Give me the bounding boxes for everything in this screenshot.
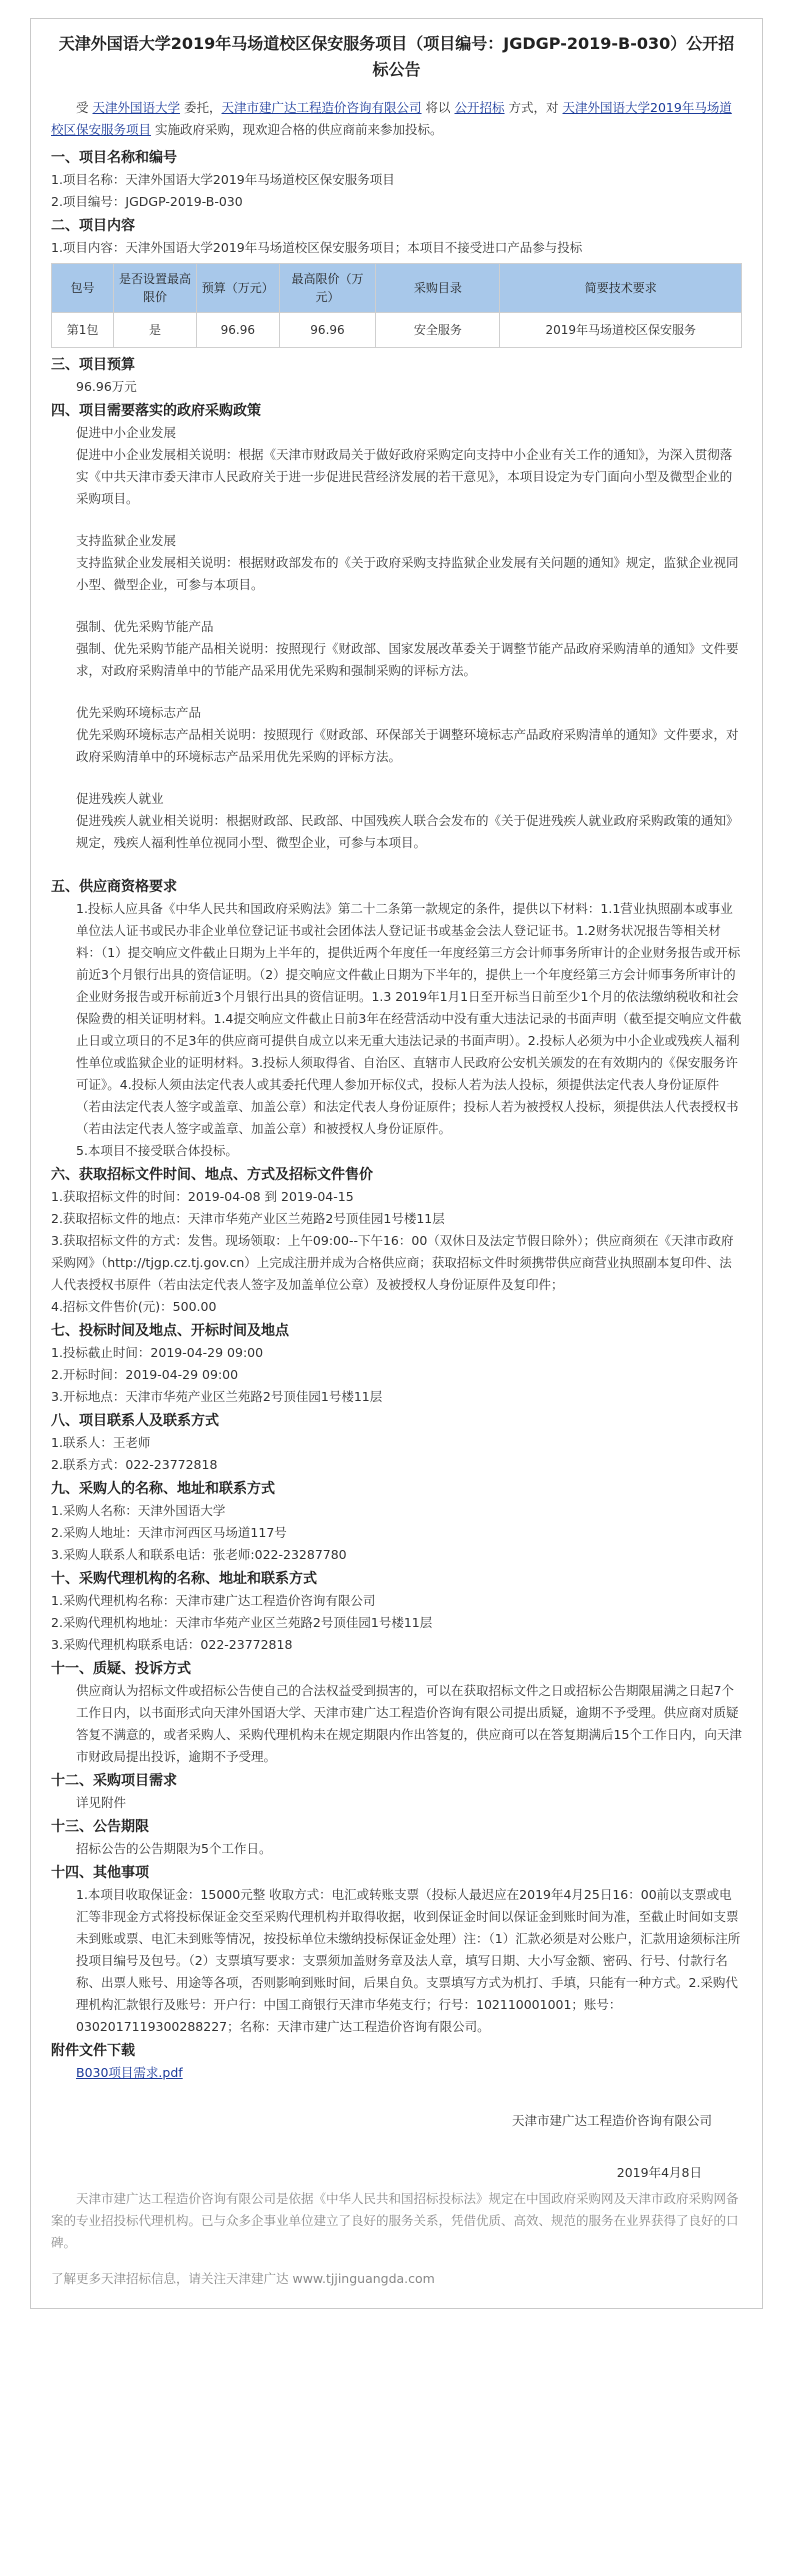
policy-title: 促进残疾人就业 <box>76 791 164 806</box>
intro-text: 委托， <box>184 100 222 115</box>
section-heading: 一、项目名称和编号 <box>51 150 177 166</box>
section-line: 1.项目名称：天津外国语大学2019年马场道校区保安服务项目 <box>51 172 395 187</box>
table-cell: 第1包 <box>52 313 114 348</box>
announcement-frame <box>30 18 763 2309</box>
signature-org: 天津市建广达工程造价咨询有限公司 <box>511 2113 712 2128</box>
spacer <box>51 510 742 530</box>
section-line: 1.联系人：王老师 <box>51 1435 151 1450</box>
section-line: 1.项目内容：天津外国语大学2019年马场道校区保安服务项目；本项目不接受进口产品参与投标 <box>51 240 583 255</box>
section-line: 2.项目编号：JGDGP-2019-B-030 <box>51 194 243 209</box>
policy-text: 支持监狱企业发展相关说明：根据财政部发布的《关于政府采购支持监狱企业发展有关问题的通知》规定，监狱企业视同小型、微型企业，可参与本项目。 <box>76 555 739 592</box>
policy-text: 促进中小企业发展相关说明：根据《天津市财政局关于做好政府采购定向支持中小企业有关工作的通知》，为深入贯彻落实《中共天津市委天津市人民政府关于进一步促进民营经济发展的若干意见》，本项目设定为专门面向小型及微型企业的采购项目。 <box>76 447 733 506</box>
qualification-text: 1.投标人应具备《中华人民共和国政府采购法》第二十二条第一款规定的条件，提供以下材料：1.1营业执照副本或事业单位法人证书或民办非企业单位登记证书或社会团体法人登记证书或基金会法人登记证书。1.2财务状况报告等相关材料：（1）提交响应文件截止日期为上半年的，提供近两个年度任一年度经第三方会计师事务所审计的企业财务报告或开标前近3个月银行出具的资信证明。（2）提交响应文件截止日期为下半年的，提供上一个年度经第三方会计师事务所审计的企业财务报告或开标前近3个月银行出具的资信证明。1.3 2019年1月1日至开标当日前至少1个月的依法缴纳税收和社会保险费的相关证明材料。1.4提交响应文件截止日前3年在经营活动中没有重大违法记录的书面声明（截至提交响应文件截止日或立项日的不足3年的供应商可提供自成立以来无重大违法记录的书面声明）。2.投标人必须为中小企业或残疾人福利性单位或监狱企业的证明材料。3.投标人须取得省、自治区、直辖市人民政府公安机关颁发的在有效期内的《保安服务许可证》。4.投标人须由法定代表人或其委托代理人参加开标仪式，投标人若为法人投标，须提供法定代表人身份证原件（若由法定代表人签字或盖章、加盖公章）和法定代表人身份证原件；投标人若为被授权人投标，须提供法人代表授权书（若由法定代表人签字或盖章、加盖公章）和被授权人身份证原件。 <box>76 901 742 1136</box>
complaint-text: 供应商认为招标文件或招标公告使自己的合法权益受到损害的，可以在获取招标文件之日或招标公告期限届满之日起7个工作日内，以书面形式向天津外国语大学、天津市建广达工程造价咨询有限公司提出质疑，逾期不予受理。供应商对质疑答复不满意的，或者采购人、采购代理机构未在规定期限内作出答复的，供应商可以在答复期满后15个工作日内，向天津市财政局提出投诉，逾期不予受理。 <box>76 1683 742 1764</box>
section-heading: 十三、公告期限 <box>51 1819 149 1835</box>
policy-text: 强制、优先采购节能产品相关说明：按照现行《财政部、国家发展改革委关于调整节能产品政府采购清单的通知》文件要求，对政府采购清单中的节能产品采用优先采购和强制采购的评标方法。 <box>76 641 739 678</box>
footer-link[interactable]: 了解更多天津招标信息，请关注天津建广达 www.tjjinguangda.com <box>51 2271 435 2286</box>
purchaser-name: 天津外国语大学 <box>92 100 181 115</box>
section-line: 1.获取招标文件的时间：2019-04-08 到 2019-04-15 <box>51 1189 354 1204</box>
section-heading: 四、项目需要落实的政府采购政策 <box>51 403 261 419</box>
table-cell: 96.96 <box>196 313 279 348</box>
policy-title: 支持监狱企业发展 <box>76 533 177 548</box>
section-heading: 十一、质疑、投诉方式 <box>51 1661 191 1677</box>
section-line: 2.采购代理机构地址：天津市华苑产业区兰苑路2号顶佳园1号楼11层 <box>51 1615 433 1630</box>
policy-title: 强制、优先采购节能产品 <box>76 619 214 634</box>
section-heading: 五、供应商资格要求 <box>51 879 177 895</box>
section-line: 1.投标截止时间：2019-04-29 09:00 <box>51 1345 264 1360</box>
table-cell: 96.96 <box>279 313 376 348</box>
section-line: 2.获取招标文件的地点：天津市华苑产业区兰苑路2号顶佳园1号楼11层 <box>51 1211 445 1226</box>
policy-text: 促进残疾人就业相关说明：根据财政部、民政部、中国残疾人联合会发布的《关于促进残疾人就业政府采购政策的通知》规定，残疾人福利性单位视同小型、微型企业，可参与本项目。 <box>76 813 739 850</box>
column-header: 预算（万元） <box>196 264 279 313</box>
section-line: 4.招标文件售价(元)：500.00 <box>51 1299 217 1314</box>
intro-text: 受 <box>76 100 89 115</box>
section-heading: 七、投标时间及地点、开标时间及地点 <box>51 1323 289 1339</box>
policy-title: 促进中小企业发展 <box>76 425 177 440</box>
table-cell: 是 <box>114 313 197 348</box>
other-matters-text: 1.本项目收取保证金：15000元整 收取方式：电汇或转账支票（投标人最迟应在2019年4月25日16：00前以支票或电汇等非现金方式将投标保证金交至采购代理机构并取得收据，收到保证金时间以保证金到账时间为准，至截止时间如支票未到账或票、电汇未到账等情况，按投标单位未缴纳投标保证金处理）注：（1）汇款必须是对公账户，汇款用途须标注所投项目编号及包号。（2）支票填写要求：支票须加盖财务章及法人章，填写日期、大小写金额、密码、行号、付款行名称、出票人账号、用途等各项，否则影响到账时间，后果自负。支票填写方式为机打、手填，只能有一种方式。2.采购代理机构汇款银行及账号：开户行：中国工商银行天津市华苑支行；行号：102110001001；账号：0302017119300288227；名称：天津市建广达工程造价咨询有限公司。 <box>76 1887 741 2034</box>
intro-text: 方式，对 <box>508 100 559 115</box>
section-line: 3.开标地点：天津市华苑产业区兰苑路2号顶佳园1号楼11层 <box>51 1389 383 1404</box>
spacer <box>51 768 742 788</box>
section-line: 3.采购代理机构联系电话：022-23772818 <box>51 1637 293 1652</box>
section-heading: 十四、其他事项 <box>51 1865 149 1881</box>
section-line: 2.采购人地址：天津市河西区马场道117号 <box>51 1525 287 1540</box>
section-line: 3.获取招标文件的方式：发售。现场领取：上午09:00--下午16：00（双休日及法定节假日除外）；供应商须在《天津市政府采购网》（http://tjgp.cz.tj.gov.cn）上完成注册并成为合格供应商；获取招标文件时须携带供应商营业执照副本复印件、法人代表授权书原件（若由法定代表人签字及加盖单位公章）及被授权人身份证原件及复印件； <box>51 1233 734 1292</box>
column-header: 最高限价（万元） <box>279 264 376 313</box>
column-header: 简要技术要求 <box>500 264 742 313</box>
section-line: 招标公告的公告期限为5个工作日。 <box>76 1841 272 1856</box>
column-header: 是否设置最高限价 <box>114 264 197 313</box>
spacer <box>51 682 742 702</box>
policy-title: 优先采购环境标志产品 <box>76 705 202 720</box>
project-name: 天津外国语大学2019年马场道校区保安服务项目 <box>51 100 732 137</box>
procurement-method: 公开招标 <box>454 100 505 115</box>
section-line: 1.采购代理机构名称：天津市建广达工程造价咨询有限公司 <box>51 1593 376 1608</box>
section-line: 2.开标时间：2019-04-29 09:00 <box>51 1367 239 1382</box>
policy-text: 优先采购环境标志产品相关说明：按照现行《财政部、环保部关于调整环境标志产品政府采购清单的通知》文件要求，对政府采购清单中的环境标志产品采用优先采购的评标方法。 <box>76 727 739 764</box>
table-row <box>52 313 742 348</box>
column-header: 采购目录 <box>376 264 500 313</box>
table-cell: 安全服务 <box>376 313 500 348</box>
section-heading: 附件文件下载 <box>51 2043 135 2059</box>
agency-name: 天津市建广达工程造价咨询有限公司 <box>221 100 422 115</box>
spacer <box>51 596 742 616</box>
budget-value: 96.96万元 <box>76 379 137 394</box>
section-heading: 八、项目联系人及联系方式 <box>51 1413 219 1429</box>
section-line: 2.联系方式：022-23772818 <box>51 1457 218 1472</box>
section-heading: 二、项目内容 <box>51 218 135 234</box>
column-header: 包号 <box>52 264 114 313</box>
package-table <box>51 263 742 348</box>
qualification-text: 5.本项目不接受联合体投标。 <box>76 1143 238 1158</box>
table-cell: 2019年马场道校区保安服务 <box>500 313 742 348</box>
intro-text: 将以 <box>425 100 451 115</box>
table-header-row <box>52 264 742 313</box>
footer-note: 天津市建广达工程造价咨询有限公司是依据《中华人民共和国招标投标法》规定在中国政府采购网及天津市政府采购网备案的专业招投标代理机构。已与众多企事业单位建立了良好的服务关系，凭借优质、高效、规范的服务在业界获得了良好的口碑。 <box>51 2191 739 2250</box>
page-title: 天津外国语大学2019年马场道校区保安服务项目（项目编号：JGDGP-2019-B-030）公开招标公告 <box>58 34 735 79</box>
section-heading: 十、采购代理机构的名称、地址和联系方式 <box>51 1571 317 1587</box>
section-heading: 九、采购人的名称、地址和联系方式 <box>51 1481 275 1497</box>
signature-date: 2019年4月8日 <box>616 2165 702 2180</box>
intro-text: 实施政府采购，现欢迎合格的供应商前来参加投标。 <box>155 122 443 137</box>
section-line: 1.采购人名称：天津外国语大学 <box>51 1503 226 1518</box>
attachment-link[interactable]: B030项目需求.pdf <box>76 2065 183 2080</box>
intro-paragraph <box>51 97 742 141</box>
section-line: 3.采购人联系人和联系电话：张老师:022-23287780 <box>51 1547 347 1562</box>
section-heading: 十二、采购项目需求 <box>51 1773 177 1789</box>
spacer <box>51 854 742 874</box>
section-line: 详见附件 <box>76 1795 127 1810</box>
section-heading: 六、获取招标文件时间、地点、方式及招标文件售价 <box>51 1167 373 1183</box>
section-heading: 三、项目预算 <box>51 357 135 373</box>
